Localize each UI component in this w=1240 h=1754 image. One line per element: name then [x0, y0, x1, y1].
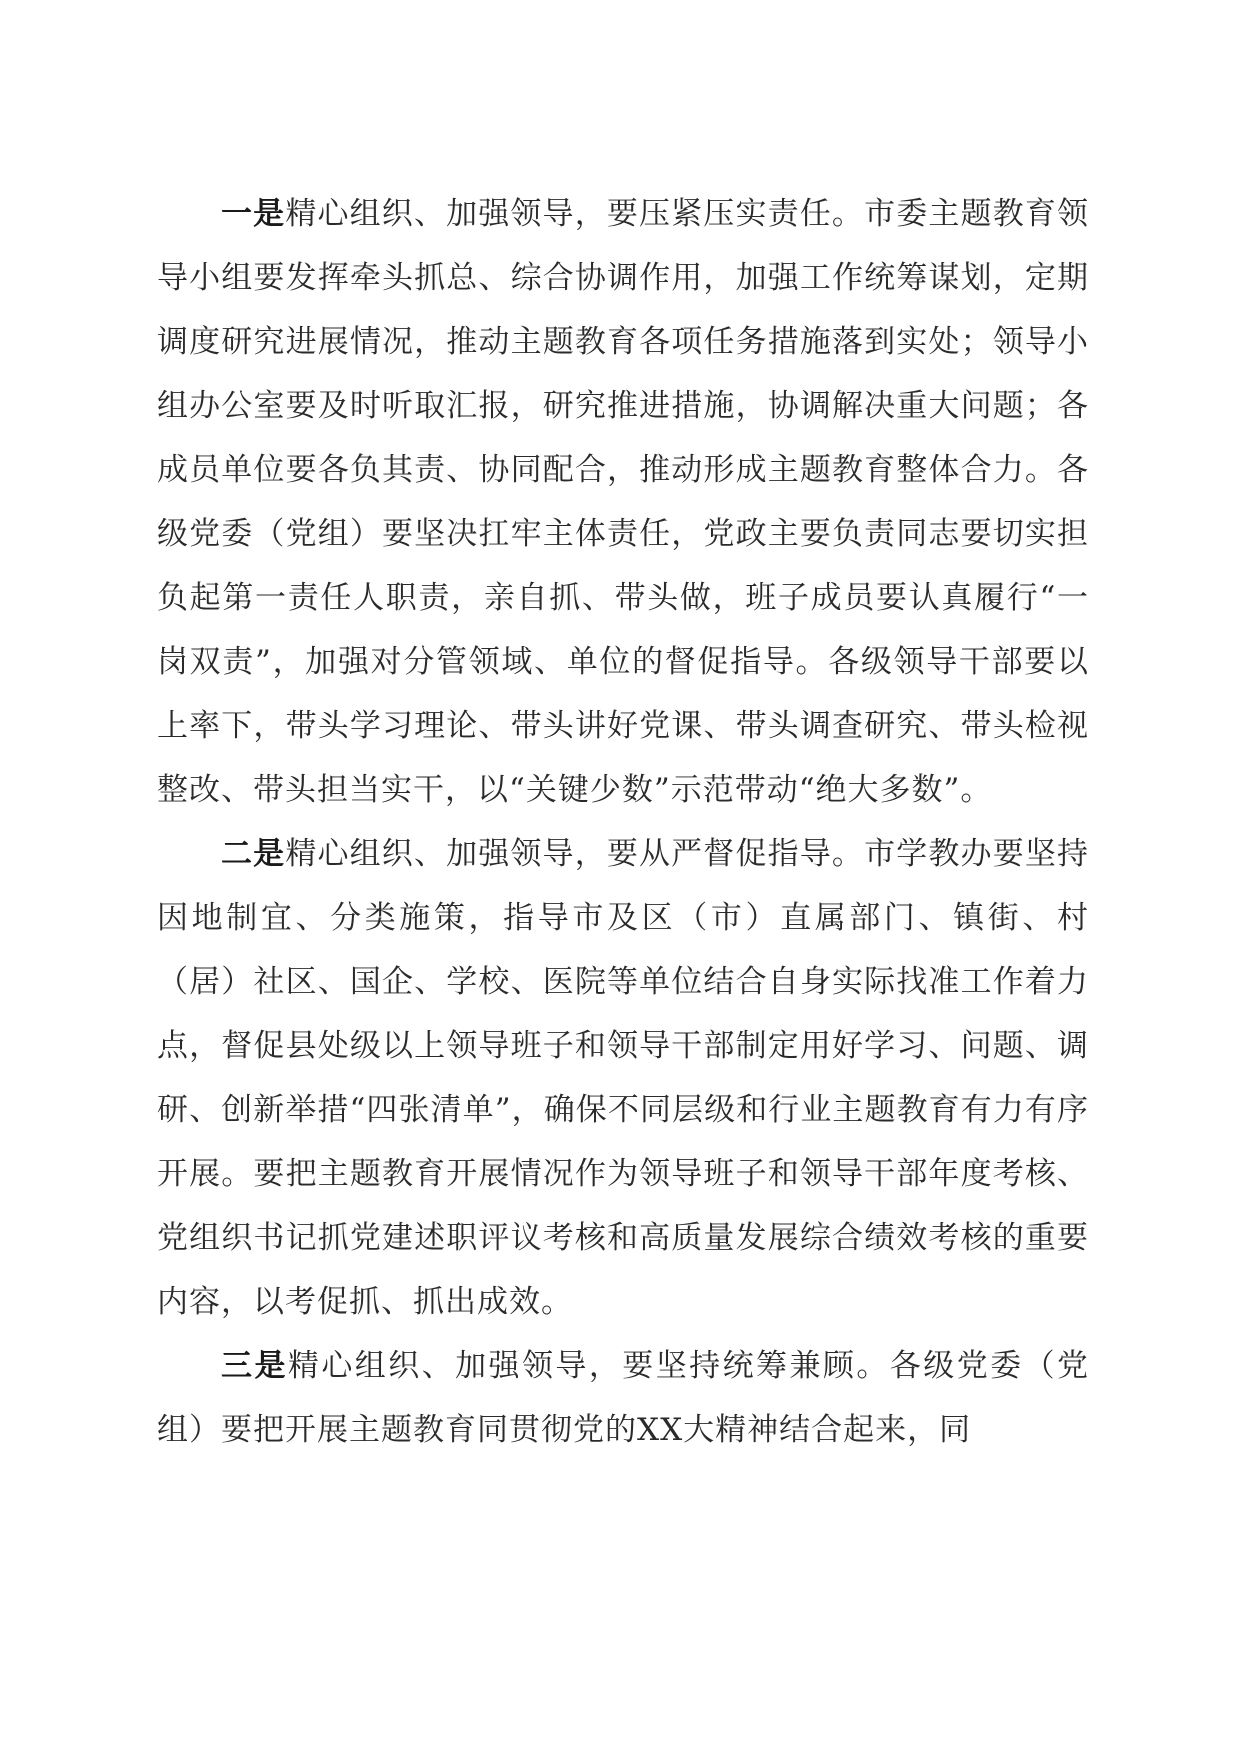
- paragraph-3-lead: 三是: [221, 1348, 288, 1384]
- paragraph-3: [157, 1334, 1089, 1462]
- document-body: [157, 182, 1089, 1462]
- paragraph-2-text: 精心组织、加强领导，要从严督促指导。市学教办要坚持因地制宜、分类施策，指导市及区（市）直属部门、镇街、村（居）社区、国企、学校、医院等单位结合自身实际找准工作着力点，督促县处级以上领导班子和领导干部制定用好学习、问题、调研、创新举措“四张清单”，确保不同层级和行业主题教育有力有序开展。要把主题教育开展情况作为领导班子和领导干部年度考核、党组织书记抓党建述职评议考核和高质量发展综合绩效考核的重要内容，以考促抓、抓出成效。: [157, 836, 1090, 1320]
- paragraph-1-lead: 一是: [221, 196, 286, 232]
- paragraph-1: [157, 182, 1089, 822]
- paragraph-1-text: 精心组织、加强领导，要压紧压实责任。市委主题教育领导小组要发挥牵头抓总、综合协调作用，加强工作统筹谋划，定期调度研究进展情况，推动主题教育各项任务措施落到实处；领导小组办公室要及时听取汇报，研究推进措施，协调解决重大问题；各成员单位要各负其责、协同配合，推动形成主题教育整体合力。各级党委（党组）要坚决扛牢主体责任，党政主要负责同志要切实担负起第一责任人职责，亲自抓、带头做，班子成员要认真履行“一岗双责”，加强对分管领域、单位的督促指导。各级领导干部要以上率下，带头学习理论、带头讲好党课、带头调查研究、带头检视整改、带头担当实干，以“关键少数”示范带动“绝大多数”。: [157, 196, 1090, 808]
- paragraph-2-lead: 二是: [221, 836, 286, 872]
- paragraph-3-text: 精心组织、加强领导，要坚持统筹兼顾。各级党委（党组）要把开展主题教育同贯彻党的XX大精神结合起来，同: [157, 1348, 1090, 1448]
- paragraph-2: [157, 822, 1089, 1334]
